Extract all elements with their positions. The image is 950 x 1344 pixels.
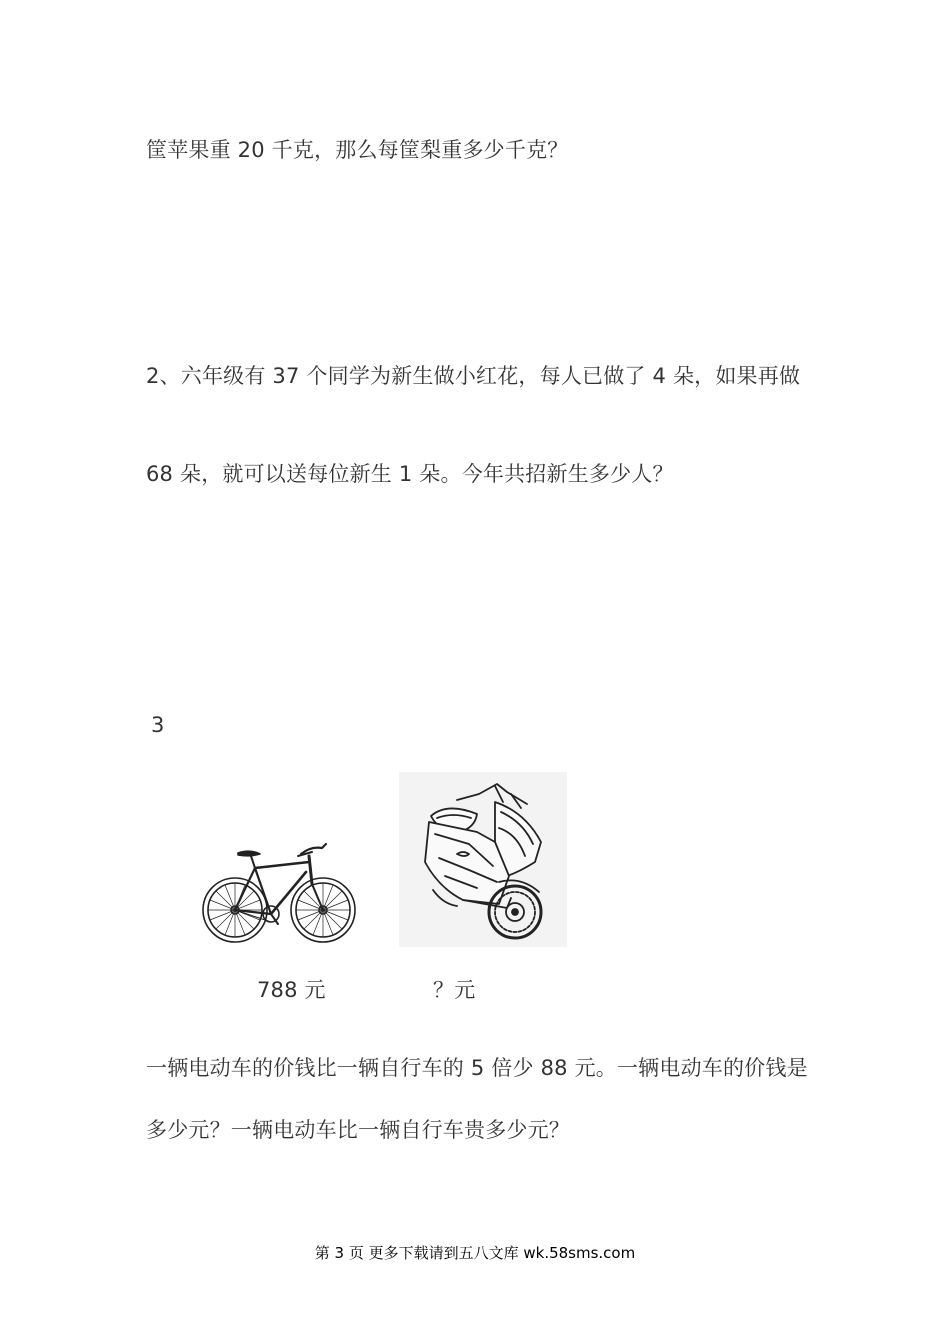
question-3-number: 3	[151, 713, 165, 737]
bicycle-illustration	[198, 838, 362, 948]
electric-scooter-illustration	[399, 772, 567, 947]
question-3-line-2: 多少元？一辆电动车比一辆自行车贵多少元？	[146, 1118, 570, 1142]
scooter-illustration-background	[399, 772, 567, 947]
question-2-line-1: 2、六年级有 37 个同学为新生做小红花，每人已做了 4 朵，如果再做	[146, 364, 801, 388]
question-1-continuation: 筐苹果重 20 千克，那么每筐梨重多少千克？	[146, 138, 569, 162]
scooter-price-label: ？元	[433, 978, 476, 1002]
question-2-line-2: 68 朵，就可以送每位新生 1 朵。今年共招新生多少人？	[146, 462, 674, 486]
bicycle-price-label: 788 元	[257, 978, 326, 1002]
question-3-line-1: 一辆电动车的价钱比一辆自行车的 5 倍少 88 元。一辆电动车的价钱是	[146, 1056, 808, 1080]
page-footer: 第 3 页 更多下载请到五八文库 wk.58sms.com	[314, 1244, 636, 1262]
